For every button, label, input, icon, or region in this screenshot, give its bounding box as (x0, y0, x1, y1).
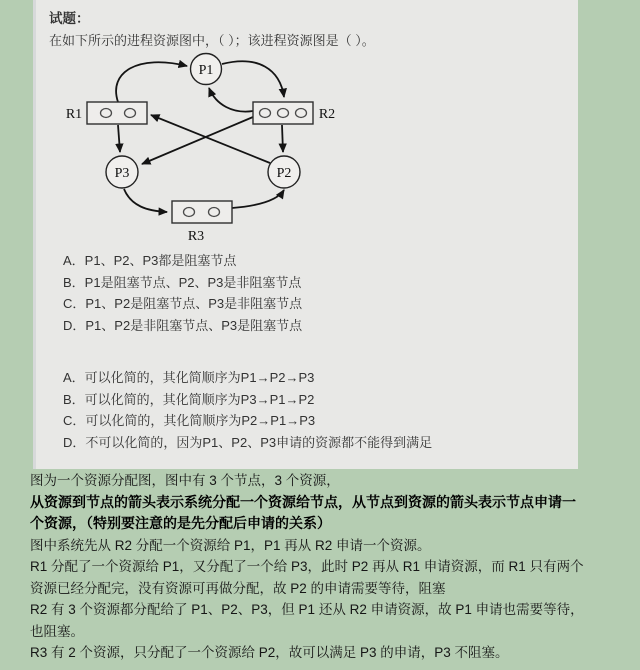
resource-box-r3 (172, 201, 232, 223)
resource-box-r2 (253, 102, 313, 124)
edge-r3-p2 (232, 190, 284, 208)
edge-r2-p1 (209, 88, 253, 112)
option-blocking-a[interactable]: A．P1、P2、P3都是阻塞节点 (63, 253, 237, 268)
node-label-p3: P3 (114, 166, 130, 181)
option-blocking-c[interactable]: C．P1、P2是阻塞节点、P3是非阻塞节点 (63, 296, 303, 311)
explanation-line: 图中系统先从 R2 分配一个资源给 P1，P1 再从 R2 申请一个资源。 (30, 537, 431, 553)
explanation-line: R2 有 3 个资源都分配给了 P1、P2、P3，但 P1 还从 R2 申请资源，故 P1 申请也需要等待， (30, 602, 584, 617)
edge-p2-r1 (151, 115, 270, 163)
explanation-line: R3 有 2 个资源，只分配了一个资源给 P2，故可以满足 P3 的申请，P3 不阻塞。 (30, 645, 509, 660)
node-label-r3: R3 (187, 229, 205, 244)
explanation-section (30, 470, 638, 664)
node-label-r2: R2 (318, 107, 336, 122)
options-blocking (63, 250, 302, 336)
explanation-line: 图为一个资源分配图，图中有 3 个节点，3 个资源， (30, 473, 340, 488)
option-simplify-b[interactable]: B．可以化简的，其化简顺序为P3→P1→P2 (63, 391, 315, 407)
question-panel (33, 0, 578, 469)
node-label-p2: P2 (276, 166, 292, 181)
options-simplify (63, 367, 432, 453)
edge-r2-p2 (282, 125, 283, 152)
edge-p3-r3 (124, 189, 167, 212)
explanation-line: 个资源，（特别要注意的是先分配后申请的关系） (30, 515, 331, 531)
explanation-line: R1 分配了一个资源给 P1，又分配了一个给 P3，此时 P2 再从 R1 申请资源，而 R1 只有两个 (30, 559, 584, 574)
edge-r1-p1 (116, 62, 187, 102)
node-label-r1: R1 (65, 107, 83, 122)
explanation-line: 也阻塞。 (30, 623, 84, 639)
edge-r1-p3 (118, 125, 120, 152)
question-text: 在如下所示的进程资源图中，（ ）；该进程资源图是（ ）。 (49, 33, 375, 48)
explanation-line: 从资源到节点的箭头表示系统分配一个资源给节点，从节点到资源的箭头表示节点申请一 (30, 493, 576, 510)
option-blocking-b[interactable]: B．P1是阻塞节点、P2、P3是非阻塞节点 (63, 274, 302, 290)
explanation-line: 资源已经分配完，没有资源可再做分配，故 P2 的申请需要等待，阻塞 (30, 580, 446, 596)
resource-box-r1 (87, 102, 147, 124)
edge-p1-r2 (222, 61, 284, 97)
option-simplify-c[interactable]: C．可以化简的，其化简顺序为P2→P1→P3 (63, 413, 316, 428)
question-heading: 试题： (49, 11, 90, 26)
edge-r2-p3 (142, 117, 253, 164)
option-simplify-d[interactable]: D．不可以化简的，因为P1、P2、P3申请的资源都不能得到满足 (63, 434, 433, 450)
option-blocking-d[interactable]: D．P1、P2是非阻塞节点、P3是阻塞节点 (63, 317, 303, 333)
process-resource-graph (36, 48, 386, 248)
option-simplify-a[interactable]: A．可以化简的，其化简顺序为P1→P2→P3 (63, 370, 315, 385)
node-label-p1: P1 (198, 63, 214, 78)
